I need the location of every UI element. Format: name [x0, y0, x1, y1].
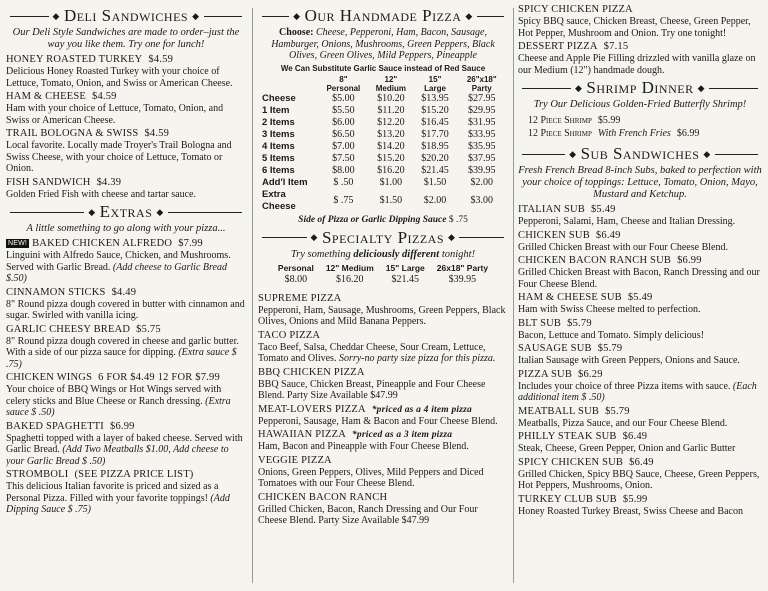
- row-label: 6 Items: [262, 164, 295, 176]
- item-name-line: [258, 367, 508, 379]
- item-price: $7.99: [178, 238, 203, 249]
- subs-list: [518, 204, 762, 517]
- price-cell: $8.00: [332, 164, 355, 176]
- item-desc-text: Local favorite. Locally made Troyer's Trail Bologna and Swiss Cheese, with your choice of Lettuce, Tomato or Onion.: [6, 140, 232, 174]
- menu-item: [258, 455, 508, 490]
- item-name-line: [518, 457, 762, 469]
- specialty-price-cell: $39.95: [448, 273, 477, 285]
- item-description: [518, 330, 762, 342]
- item-note: (Each additional item $ .50): [518, 380, 757, 403]
- price-cell: $1.50: [379, 194, 403, 206]
- item-name-line: [518, 292, 762, 304]
- price-cell: $21.45: [421, 164, 449, 176]
- item-desc-text: Italian Sausage with Green Peppers, Onions and Sauce.: [518, 355, 740, 366]
- specialty-header: ◆ Specialty Pizzas ◆: [258, 228, 508, 248]
- item-name: SAUSAGE SUB: [518, 343, 592, 354]
- menu-item: [518, 292, 762, 316]
- menu-item: [258, 293, 508, 328]
- item-name: VEGGIE PIZZA: [258, 454, 332, 466]
- price-cell: $29.95: [467, 104, 496, 116]
- subs-title: Sub Sandwiches: [580, 144, 700, 163]
- price-row: [258, 93, 508, 105]
- item-price: $5.79: [567, 317, 592, 329]
- specialty-price-table: [272, 264, 494, 287]
- price-cell: $5.50: [332, 104, 355, 116]
- item-description: [6, 103, 246, 126]
- price-cell: $2.00: [423, 194, 447, 206]
- item-price: $5.79: [597, 343, 623, 354]
- menu-item: [6, 54, 246, 89]
- item-desc-text: Delicious Honey Roasted Turkey with your choice of Lettuce, Tomato, Onion, and Swiss or American Cheese.: [6, 66, 233, 89]
- price-row: [258, 117, 508, 129]
- item-description: [518, 355, 762, 367]
- price-cell: $13.95: [421, 92, 449, 104]
- garlic-note: We Can Substitute Garlic Sauce instead of Red Sauce: [280, 63, 486, 73]
- item-desc-text: Grilled Chicken Breast with Bacon, Ranch Dressing and our Four Cheese Blend.: [518, 267, 760, 290]
- row-label: Cheese: [262, 92, 296, 104]
- item-description: [518, 381, 762, 404]
- specialty-size-header: 15" Large: [385, 262, 425, 273]
- item-name: BLT SUB: [518, 317, 562, 329]
- item-desc-text: 8" Round pizza dough covered in butter with cinnamon and sugar. Swirled with vanilla icing.: [6, 298, 245, 321]
- item-price: $5.49: [627, 292, 653, 303]
- column-middle: [258, 4, 508, 587]
- item-price: $4.59: [144, 128, 170, 139]
- item-description: [518, 469, 762, 492]
- menu-item: [518, 431, 762, 455]
- item-name: BBQ CHICKEN PIZZA: [258, 366, 365, 378]
- deli-header: ◆ Deli Sandwiches ◆: [6, 6, 246, 26]
- price-cell: $13.20: [377, 128, 405, 140]
- menu-item: [258, 330, 508, 365]
- item-description: [6, 433, 246, 468]
- item-name: HAM & CHEESE SUB: [518, 292, 622, 303]
- price-cell: $27.95: [467, 92, 496, 104]
- price-cell: $ .50: [333, 176, 354, 188]
- item-name: SPICY CHICKEN PIZZA: [518, 4, 633, 15]
- item-description: [258, 416, 508, 428]
- item-price: $5.79: [605, 405, 630, 417]
- item-price: $4.59: [148, 54, 174, 65]
- toppings-list: [258, 27, 508, 62]
- price-row: [258, 177, 508, 189]
- item-name: BAKED CHICKEN ALFREDO: [32, 238, 173, 249]
- size-column-header: 8" Personal: [326, 74, 361, 93]
- price-cell: $37.95: [467, 152, 496, 164]
- item-name: GARLIC CHEESY BREAD: [6, 323, 131, 335]
- shrimp-price: $5.99: [597, 115, 621, 126]
- shrimp-title: Shrimp Dinner: [586, 78, 694, 97]
- price-cell: $6.50: [332, 128, 355, 140]
- choose-label: Choose:: [279, 27, 314, 38]
- item-desc-text: Ham with Swiss Cheese melted to perfection.: [518, 304, 701, 315]
- item-name-line: [258, 492, 508, 504]
- pizza-price-table: [258, 75, 508, 213]
- size-column-header: 12" Medium: [375, 74, 406, 93]
- menu-item: [518, 318, 762, 342]
- item-name-line: [6, 238, 246, 250]
- item-description: [518, 443, 762, 455]
- item-name-line: [6, 324, 246, 336]
- specialty-price-cell: $21.45: [391, 273, 420, 285]
- price-cell: $7.50: [332, 152, 355, 164]
- item-name: CINNAMON STICKS: [6, 286, 106, 298]
- row-label: 4 Items: [262, 140, 295, 152]
- column-left: [6, 4, 246, 587]
- dipping-sauce-price: $ .75: [448, 214, 468, 225]
- item-price: $5.75: [136, 323, 161, 335]
- item-name-line: [518, 431, 762, 443]
- specialty-sub-pre: Try something: [290, 248, 354, 260]
- price-cell: $17.70: [421, 128, 449, 140]
- menu-item: [6, 324, 246, 371]
- item-description: [258, 441, 508, 453]
- item-desc-text: Linguini with Alfredo Sauce, Chicken, and Mushrooms. Served with Garlic Bread.: [6, 250, 231, 273]
- item-price: $6.99: [110, 420, 135, 432]
- price-row: [258, 129, 508, 141]
- specialty-price-cell: $8.00: [284, 273, 308, 285]
- menu-item: [518, 230, 762, 254]
- item-name-line: [518, 369, 762, 381]
- item-name-line: [6, 469, 246, 481]
- item-name: MEAT-LOVERS PIZZA: [258, 403, 366, 415]
- item-name-line: [6, 54, 246, 66]
- item-desc-text: Ham with your choice of Lettuce, Tomato, Onion, and Swiss or American Cheese.: [6, 103, 224, 126]
- row-label: Extra Cheese: [262, 188, 296, 212]
- item-name: HAWAIIAN PIZZA: [258, 429, 346, 440]
- shrimp-price: $6.99: [676, 128, 700, 139]
- specialty-sub-bold: deliciously different: [353, 248, 440, 260]
- item-description: [258, 467, 508, 490]
- row-label: 2 Items: [262, 116, 295, 128]
- pizza-title: Our Handmade Pizza: [304, 6, 462, 25]
- item-desc-text: Includes your choice of three Pizza items with sauce.: [518, 380, 731, 392]
- price-cell: $ .75: [333, 194, 354, 206]
- item-name-line: [6, 372, 246, 384]
- specialty-title: Specialty Pizzas: [321, 227, 445, 247]
- item-name-line: [518, 343, 762, 355]
- shrimp-extra: With French Fries: [597, 128, 671, 139]
- menu-item: [518, 204, 762, 228]
- price-cell: $35.95: [467, 140, 496, 152]
- item-name-line: [6, 91, 246, 103]
- shrimp-header: ◆ Shrimp Dinner ◆: [518, 78, 762, 98]
- item-price: $5.99: [622, 493, 648, 505]
- item-description: [518, 418, 762, 430]
- price-cell: $16.20: [377, 164, 405, 176]
- item-price: $6.49: [622, 431, 648, 442]
- item-price: (SEE PIZZA PRICE LIST): [74, 469, 194, 480]
- item-desc-text: Pepperoni, Sausage, Ham & Bacon and Four Cheese Blend.: [258, 415, 498, 427]
- item-price: $6.49: [629, 456, 654, 468]
- shrimp-item: [528, 127, 762, 140]
- row-label: 3 Items: [262, 128, 295, 140]
- item-description: [518, 216, 762, 228]
- item-tag: *priced as a 4 item pizza: [371, 404, 472, 415]
- item-name: BAKED SPAGHETTI: [6, 420, 104, 432]
- subs-subtitle: Fresh French Bread 8-inch Subs, baked to perfection with your choice of toppings: Lettuce, Tomato, Onion, Mayo, Mustard and Ketchup.: [518, 165, 762, 200]
- menu-item: [258, 367, 508, 402]
- price-cell: $18.95: [421, 140, 449, 152]
- price-cell: $16.45: [421, 116, 449, 128]
- menu-item: [518, 494, 762, 518]
- item-desc-text: Spicy BBQ sauce, Chicken Breast, Cheese, Green Pepper, Hot Pepper, Mushroom and Onion. Try one tonight!: [518, 16, 751, 39]
- shrimp-item: [528, 114, 762, 127]
- item-name: STROMBOLI: [6, 469, 69, 480]
- item-note: (Add Two Meatballs $1.00, Add cheese to your Garlic Bread $ .50): [6, 444, 229, 467]
- price-row: [258, 153, 508, 165]
- item-name-line: [6, 128, 246, 140]
- item-note: (Add cheese to Garlic Bread $.50): [6, 261, 227, 284]
- size-column-header: 15" Large: [424, 74, 446, 93]
- column-divider: [252, 8, 253, 583]
- item-price: $6.49: [595, 229, 621, 241]
- item-desc-text: Spaghetti topped with a layer of baked cheese. Served with Garlic Bread.: [6, 432, 243, 455]
- price-cell: $39.95: [467, 164, 496, 176]
- item-name: PHILLY STEAK SUB: [518, 431, 617, 442]
- item-description: [6, 481, 246, 516]
- price-cell: $7.00: [332, 140, 355, 152]
- column-divider: [513, 8, 514, 583]
- item-price: $6.29: [578, 368, 603, 380]
- item-name-line: [6, 287, 246, 299]
- item-note: (Extra sauce $ .75): [6, 347, 237, 370]
- menu-item: [6, 177, 246, 201]
- item-desc-text: Bacon, Lettuce and Tomato. Simply delicious!: [518, 329, 705, 341]
- price-cell: $5.00: [332, 92, 355, 104]
- toppings-text: Cheese, Pepperoni, Ham, Bacon, Sausage, Hamburger, Onions, Mushrooms, Green Peppers, Black Olives, Green Olives, Mild Peppers, Pineapple: [271, 27, 495, 61]
- item-name-line: [258, 330, 508, 342]
- item-name-line: [6, 421, 246, 433]
- menu-item: [6, 372, 246, 419]
- deli-subtitle: Our Deli Style Sandwiches are made to order–just the way you like them. Try one for lunch!: [12, 27, 240, 50]
- item-description: [6, 299, 246, 322]
- price-cell: $33.95: [467, 128, 496, 140]
- item-price: $4.49: [111, 286, 137, 298]
- item-desc-text: Ham, Bacon and Pineapple with Four Cheese Blend.: [258, 441, 469, 452]
- menu-item: [6, 469, 246, 516]
- item-name: SUPREME PIZZA: [258, 292, 342, 304]
- item-desc-text: Grilled Chicken, Spicy BBQ Sauce, Cheese, Green Peppers, Hot Peppers, Mushrooms, Onion.: [518, 468, 760, 491]
- item-name: MEATBALL SUB: [518, 405, 600, 417]
- item-price: $5.49: [590, 204, 616, 215]
- deli-list: [6, 54, 246, 200]
- item-description: [518, 304, 762, 316]
- size-column-header: 26"x18" Party: [466, 74, 497, 93]
- item-name: TACO PIZZA: [258, 329, 321, 341]
- item-desc-text: BBQ Sauce, Chicken Breast, Pineapple and Four Cheese Blend. Party Size Available $47.99: [258, 378, 486, 401]
- item-name: HAM & CHEESE: [6, 91, 86, 102]
- price-row: [258, 141, 508, 153]
- item-note: Sorry-no party size pizza for this pizza.: [338, 353, 496, 364]
- extras-header: ◆ Extras ◆: [6, 202, 246, 222]
- item-name: CHICKEN BACON RANCH: [258, 491, 388, 503]
- extras-list: [6, 238, 246, 516]
- row-label: Add'l Item: [262, 176, 308, 188]
- menu-item: [518, 369, 762, 404]
- item-desc-text: Meatballs, Pizza Sauce, and our Four Cheese Blend.: [518, 417, 728, 429]
- item-desc-text: Pepperoni, Salami, Ham, Cheese and Italian Dressing.: [518, 216, 736, 227]
- shrimp-list: [518, 114, 762, 140]
- item-desc-text: 8" Round pizza dough covered in cheese and garlic butter. With a side of our pizza sauce for dipping.: [6, 335, 239, 358]
- item-name-line: [258, 293, 508, 305]
- price-row: [258, 165, 508, 177]
- item-name: SPICY CHICKEN SUB: [518, 456, 624, 468]
- shrimp-subtitle: Try Our Delicious Golden-Fried Butterfly Shrimp!: [533, 99, 747, 110]
- item-name: CHICKEN SUB: [518, 229, 590, 241]
- item-desc-text: Pepperoni, Ham, Sausage, Mushrooms, Green Peppers, Black Olives, Onions and Mild Banana Peppers.: [258, 304, 506, 327]
- item-name: CHICKEN BACON RANCH SUB: [518, 255, 672, 266]
- menu-item: [258, 429, 508, 453]
- price-cell: $15.20: [421, 104, 449, 116]
- item-description: [6, 384, 246, 419]
- item-desc-text: Grilled Chicken Breast with our Four Cheese Blend.: [518, 241, 728, 253]
- item-desc-text: Steak, Cheese, Green Pepper, Onion and Garlic Butter: [518, 443, 736, 454]
- item-desc-text: Cheese and Apple Pie Filling drizzled with vanilla glaze on our Medium (12") handmade dough.: [518, 53, 756, 76]
- menu-item: [6, 421, 246, 468]
- price-cell: $10.20: [377, 92, 405, 104]
- price-cell: $12.20: [377, 116, 405, 128]
- item-desc-text: Your choice of BBQ Wings or Hot Wings served with celery sticks and Blue Cheese or Ranch dressing.: [6, 384, 222, 407]
- item-description: [6, 250, 246, 285]
- item-note: (Add Dipping Sauce $ .75): [6, 492, 230, 515]
- item-name: DESSERT PIZZA: [518, 41, 598, 52]
- price-row: [258, 105, 508, 117]
- price-cell: $1.00: [379, 176, 403, 188]
- item-description: [518, 53, 762, 76]
- dipping-sauce-label: Side of Pizza or Garlic Dipping Sauce: [298, 214, 447, 225]
- deli-title: Deli Sandwiches: [63, 6, 189, 25]
- menu-item: [258, 404, 508, 428]
- specialty-size-header: Personal: [277, 262, 314, 273]
- item-name-line: [518, 406, 762, 418]
- menu-item: [258, 492, 508, 527]
- menu-item: [518, 406, 762, 430]
- item-description: [6, 140, 246, 175]
- item-note: (Extra sauce $ .50): [6, 395, 231, 418]
- price-cell: $20.20: [421, 152, 449, 164]
- item-name: PIZZA SUB: [518, 368, 573, 380]
- item-name-line: [518, 41, 762, 53]
- item-price: $4.39: [96, 176, 122, 188]
- item-name-line: [258, 429, 508, 441]
- item-name-line: [518, 204, 762, 216]
- specialty-price-cell: $16.20: [336, 273, 364, 285]
- menu-item: [518, 255, 762, 290]
- item-price: $4.59: [92, 91, 117, 102]
- more-pizza-list: [518, 4, 762, 76]
- specialty-size-header: 26x18" Party: [436, 262, 489, 273]
- item-name: TRAIL BOLOGNA & SWISS: [6, 128, 139, 139]
- item-name: TURKEY CLUB SUB: [518, 493, 617, 505]
- item-desc-text: This delicious Italian favorite is priced and sized as a Personal Pizza. Filled with your favorite toppings!: [6, 481, 219, 504]
- menu-item: [6, 128, 246, 175]
- price-cell: $31.95: [467, 116, 496, 128]
- item-desc-text: Onions, Green Peppers, Olives, Mild Peppers and Diced Tomatoes with our Four Cheese Blend.: [258, 466, 484, 489]
- item-description: [518, 267, 762, 290]
- item-description: [258, 305, 508, 328]
- extras-title: Extras: [99, 202, 153, 221]
- row-label: 5 Items: [262, 152, 295, 164]
- item-desc-text: Grilled Chicken, Bacon, Ranch Dressing and Our Four Cheese Blend. Party Size Available $47.99: [258, 503, 478, 526]
- subs-header: ◆ Sub Sandwiches ◆: [518, 144, 762, 164]
- menu-item: [518, 4, 762, 39]
- price-cell: $15.20: [377, 152, 405, 164]
- price-row: [258, 189, 508, 213]
- new-badge: NEW!: [8, 240, 28, 247]
- item-name: ITALIAN SUB: [518, 204, 585, 215]
- row-label: 1 Item: [262, 104, 290, 116]
- specialty-list: [258, 293, 508, 527]
- item-name-line: [518, 230, 762, 242]
- menu-item: [6, 238, 246, 285]
- price-cell: $3.00: [470, 194, 493, 206]
- specialty-sub-post: tonight!: [439, 248, 476, 260]
- item-price: 6 FOR $4.49 12 FOR $7.99: [98, 372, 220, 383]
- item-desc-text: Taco Beef, Salsa, Cheddar Cheese, Sour Cream, Lettuce, Tomato and Olives.: [258, 341, 486, 364]
- item-desc-text: Golden Fried Fish with cheese and tartar sauce.: [6, 188, 196, 200]
- price-cell: $6.00: [332, 116, 355, 128]
- price-cell: $2.00: [470, 176, 493, 188]
- menu-item: [518, 41, 762, 76]
- item-name: HONEY ROASTED TURKEY: [6, 54, 143, 65]
- item-name-line: [518, 494, 762, 506]
- menu-item: [518, 457, 762, 492]
- item-name-line: [258, 455, 508, 467]
- item-price: $6.99: [677, 255, 702, 266]
- item-name-line: [258, 404, 508, 416]
- item-tag: *priced as a 3 item pizza: [351, 430, 453, 440]
- menu-item: [6, 287, 246, 322]
- pizza-header: ◆ Our Handmade Pizza ◆: [258, 6, 508, 26]
- dipping-sauce-note: [258, 215, 508, 225]
- item-desc-text: Honey Roasted Turkey Breast, Swiss Cheese and Bacon: [518, 505, 743, 517]
- item-description: [518, 16, 762, 39]
- item-name-line: [6, 177, 246, 189]
- item-description: [6, 189, 246, 201]
- item-description: [258, 342, 508, 365]
- item-name-line: [518, 318, 762, 330]
- item-price: $7.15: [603, 41, 629, 52]
- item-name: FISH SANDWICH: [6, 176, 91, 188]
- item-description: [518, 506, 762, 518]
- price-cell: $14.20: [377, 140, 405, 152]
- specialty-subtitle: [258, 249, 508, 261]
- item-description: [6, 66, 246, 89]
- item-description: [6, 336, 246, 371]
- extras-subtitle: A little something to go along with your pizza...: [26, 223, 226, 234]
- specialty-size-header: 12" Medium: [325, 262, 374, 273]
- column-right: [518, 4, 762, 587]
- price-cell: $1.50: [423, 176, 447, 188]
- shrimp-name: 12 Piece Shrimp: [528, 128, 592, 139]
- item-name-line: [518, 4, 762, 16]
- menu-item: [518, 343, 762, 367]
- shrimp-name: 12 Piece Shrimp: [528, 115, 592, 126]
- price-cell: $11.20: [377, 104, 405, 116]
- item-description: [518, 242, 762, 254]
- menu-item: [6, 91, 246, 126]
- item-description: [258, 379, 508, 402]
- item-description: [258, 504, 508, 527]
- item-name: CHICKEN WINGS: [6, 372, 93, 383]
- item-name-line: [518, 255, 762, 267]
